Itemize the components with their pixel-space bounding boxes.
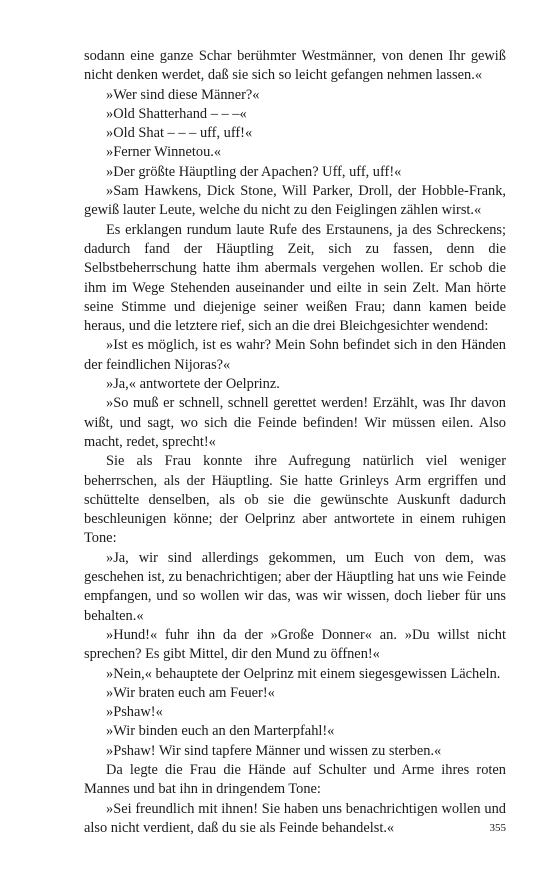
- paragraph: »Old Shat – – – uff, uff!«: [106, 125, 253, 142]
- paragraph: »Ferner Winnetou.«: [106, 144, 222, 161]
- paragraph: »Nein,« behauptete der Oelprinz mit einem siegesgewissen Lächeln.: [106, 665, 501, 682]
- paragraph: »Old Shatterhand – – –«: [106, 105, 247, 122]
- paragraph: »So muß er schnell, schnell gerettet werden! Erzählt, was Ihr davon wißt, und sagt, wo sich die Feinde befinden! Wir müssen eilen. Also macht, redet, sprecht!«: [84, 395, 506, 450]
- paragraph: »Sei freundlich mit ihnen! Sie haben uns benachrichtigen wollen und also nicht verdient, daß du sie als Feinde behandelst.«: [84, 800, 506, 836]
- paragraph: »Sam Hawkens, Dick Stone, Will Parker, Droll, der Hobble-Frank, gewiß lauter Leute, welche du nicht zu den Feiglingen zählen wirst.«: [84, 183, 506, 219]
- paragraph: »Wer sind diese Männer?«: [106, 86, 260, 103]
- paragraph: »Hund!« fuhr ihn da der »Große Donner« an. »Du willst nicht sprechen? Es gibt Mittel, dir den Mund zu öffnen!«: [84, 626, 506, 663]
- paragraph: »Pshaw!«: [106, 704, 163, 721]
- paragraph: Da legte die Frau die Hände auf Schulter und Arme ihres roten Mannes und bat ihn in dringendem Tone:: [84, 761, 506, 798]
- paragraph: sodann eine ganze Schar berühmter Westmänner, von denen Ihr gewiß nicht denken werdet, daß sie sich so leicht gefangen nehmen lassen.«: [84, 48, 506, 84]
- paragraph: »Wir braten euch am Feuer!«: [106, 684, 275, 701]
- paragraph: »Pshaw! Wir sind tapfere Männer und wissen zu sterben.«: [106, 742, 442, 759]
- paragraph: Sie als Frau konnte ihre Aufregung natürlich viel weniger beherrschen, als der Häuptling. Sie hatte Grinleys Arm ergriffen und schüttelte denselben, als ob sie die gewünschte Auskunft dadurch beschleunigen könne; der Oelprinz aber antwortete in einem ruhigen Tone:: [84, 453, 506, 547]
- paragraph: »Ja, wir sind allerdings gekommen, um Euch von dem, was geschehen ist, zu benachrichtigen; aber der Häuptling hat uns wie Feinde empfangen, und so wollen wir das, was wir wissen, doch lieber für uns behalten.«: [84, 549, 506, 624]
- paragraph: »Ja,« antwortete der Oelprinz.: [106, 376, 280, 393]
- paragraph: »Wir binden euch an den Marterpfahl!«: [106, 723, 335, 740]
- body-text: [84, 47, 506, 838]
- page-number: 355: [489, 822, 506, 834]
- paragraph: »Ist es möglich, ist es wahr? Mein Sohn befindet sich in den Händen der feindlichen Nijoras?«: [84, 337, 506, 373]
- paragraph: »Der größte Häuptling der Apachen? Uff, uff, uff!«: [106, 163, 402, 180]
- paragraph: Es erklangen rundum laute Rufe des Erstaunens, ja des Schreckens; dadurch fand der Häuptling Zeit, sich zu fassen, denn die Selbstbeherrschung hatte ihm abermals vergehen wollen. Er schob die ihm im Wege Stehenden auseinander und eilte in sein Zelt. Man hörte seine Stimme und diejenige seiner weißen Frau; dann kamen beide heraus, und die letztere rief, sich an die drei Bleichgesichter wendend:: [84, 221, 506, 335]
